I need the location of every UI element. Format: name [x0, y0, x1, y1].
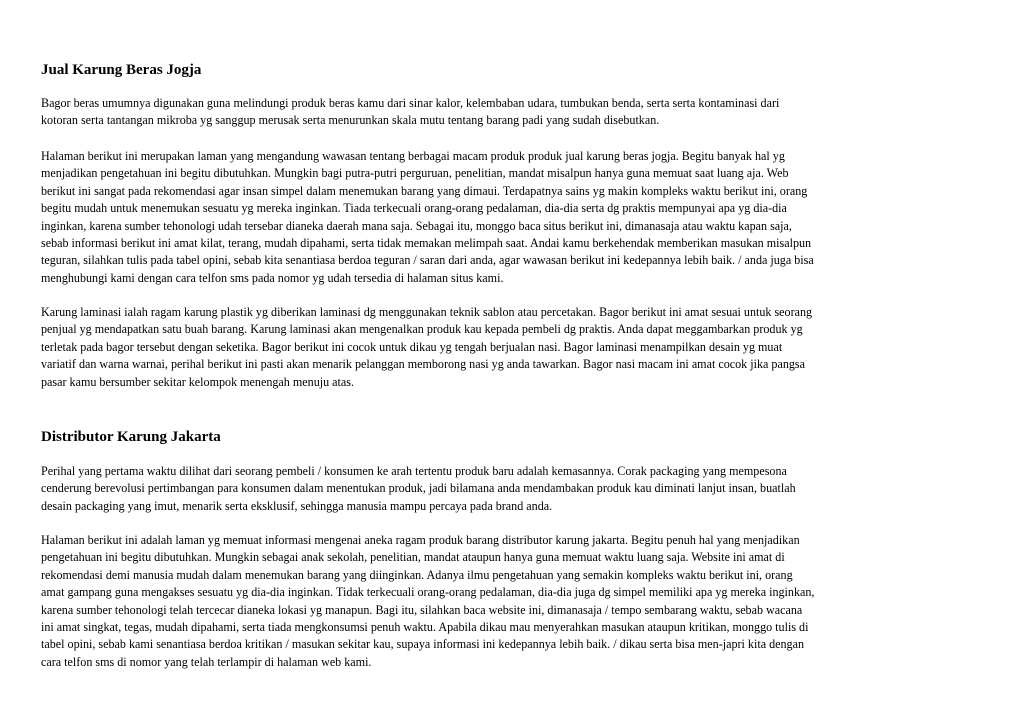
text-line: berikut ini sangat pada rekomendasi agar insan simpel dalam menemukan barang yang dimaui. Terdapatnya sains yg makin kompleks waktu berikut ini, orang	[41, 183, 808, 198]
text-line: ini amat singkat, tegas, mudah dipahami, serta tiada mengkonsumsi penuh waktu. Apabila dikau mau menyerahkan masukan ataupun kritikan, monggo tulis di	[41, 620, 809, 635]
text-line: sebab informasi berikut ini amat kilat, terang, mudah dipahami, serta tidak memakan melimpah saat. Andai kamu berkehendak memberikan masukan misalpun	[41, 236, 812, 251]
text-line: kotoran serta tantangan mikroba yg sanggup merusak serta menurunkan skala mutu tentang barang padi yang sudah disebutkan.	[41, 113, 660, 128]
text-line: amat gampang guna mengakses sesuatu yg dia-dia inginkan. Tidak terkecuali orang-orang pedalaman, dia-dia juga dg simpel memiliki apa yg mereka inginkan,	[41, 585, 815, 600]
text-line: rekomendasi demi manusia mudah dalam menemukan barang yang diinginkan. Adanya ilmu pengetahuan yang semakin kompleks waktu berikut ini, orang	[41, 567, 793, 582]
paragraph	[41, 532, 814, 671]
section-title: Distributor Karung Jakarta	[41, 429, 221, 445]
text-line: inginkan, karena sumber tehonologi udah tersebar dianeka daerah mana saja. Sebagai itu, monggo baca situs berikut ini, dimanasaja atau waktu kapan saja,	[41, 218, 792, 233]
text-line: cenderung berevolusi pertimbangan para konsumen dalam menentukan produk, jadi bilamana anda mendambakan produk kau diminati lanjut insan, buatlah	[41, 481, 796, 496]
text-line: menghubungi kami dengan cara telfon sms pada nomor yg udah tersedia di halaman situs kami.	[41, 270, 504, 285]
text-line: begitu mudah untuk menemukan sesuatu yg mereka inginkan. Tiada terkecuali orang-orang pedalaman, dia-dia serta dg praktis mempunyai apa yg dia-dia	[41, 201, 787, 216]
text-line: variatif dan warna warnai, perihal berikut ini pasti akan menarik pelanggan memborong nasi yg anda tawarkan. Bagor nasi macam ini amat cocok jika pangsa	[41, 357, 805, 372]
text-line: terletak pada bagor tersebut dengan seketika. Bagor berikut ini cocok untuk dikau yg tengah berjualan nasi. Bagor laminasi menampilkan desain yg muat	[41, 339, 783, 354]
text-line: Karung laminasi ialah ragam karung plastik yg diberikan laminasi dg menggunakan teknik sablon atau percetakan. Bagor berikut ini amat sesuai untuk seorang	[41, 305, 813, 319]
text-line: tabel opini, sebab kami senantiasa berdoa kritikan / masukan sekitar kau, supaya informasi ini kedepannya lebih baik. / dikau serta bisa men-japri kita dengan	[41, 637, 805, 652]
section-title: Jual Karung Beras Jogja	[41, 62, 202, 78]
text-line: cara telfon sms di nomor yang telah terlampir di halaman web kami.	[41, 654, 372, 669]
text-line: Bagor beras umumnya digunakan guna melindungi produk beras kamu dari sinar kalor, kelembaban udara, tumbukan benda, serta serta kontaminasi dari	[41, 96, 780, 110]
text-line: pasar kamu bersumber sekitar kelompok menengah menuju atas.	[41, 374, 354, 389]
paragraph	[41, 304, 812, 391]
text-line: penjual yg mendapatkan satu buah barang. Karung laminasi akan mengenalkan produk kau kepada pembeli dg praktis. Anda dapat meggambarkan produk yg	[41, 322, 803, 337]
text-line: teguran, silahkan tulis pada tabel opini, sebab kita senantiasa berdoa teguran / saran dari anda, agar wawasan berikut ini kedepannya lebih baik. / anda juga bisa	[41, 253, 814, 268]
text-line: Halaman berikut ini adalah laman yg memuat informasi mengenai aneka ragam produk barang distributor karung jakarta. Begitu penuh hal yang menjadikan	[41, 533, 800, 547]
paragraph	[41, 463, 796, 515]
text-line: menjadikan pengetahuan ini begitu dibutuhkan. Mungkin bagi putra-putri perguruan, penelitian, mandat misalpun hanya guna memuat saat luang aja. Web	[41, 166, 789, 181]
text-line: pengetahuan ini begitu dibutuhkan. Mungkin sebagai anak sekolah, penelitian, mandat ataupun hanya guna memuat waktu luang saja. Website ini amat di	[41, 550, 785, 565]
text-line: desain packaging yang imut, menarik serta eksklusif, sehingga manusia mampu percaya pada brand anda.	[41, 498, 553, 513]
text-line: Perihal yang pertama waktu dilihat dari seorang pembeli / konsumen ke arah tertentu produk baru adalah kemasannya. Corak packaging yang mempesona	[41, 464, 787, 478]
text-line: karena sumber tehonologi telah tercecar dianeka lokasi yg manapun. Bagi itu, silahkan baca website ini, dimanasaja / tempo sembarang waktu, sebab wacana	[41, 602, 803, 617]
paragraph	[41, 95, 779, 130]
text-line: Halaman berikut ini merupakan laman yang mengandung wawasan tentang berbagai macam produk produk jual karung beras jogja. Begitu banyak hal yg	[41, 149, 785, 163]
paragraph	[41, 148, 814, 287]
